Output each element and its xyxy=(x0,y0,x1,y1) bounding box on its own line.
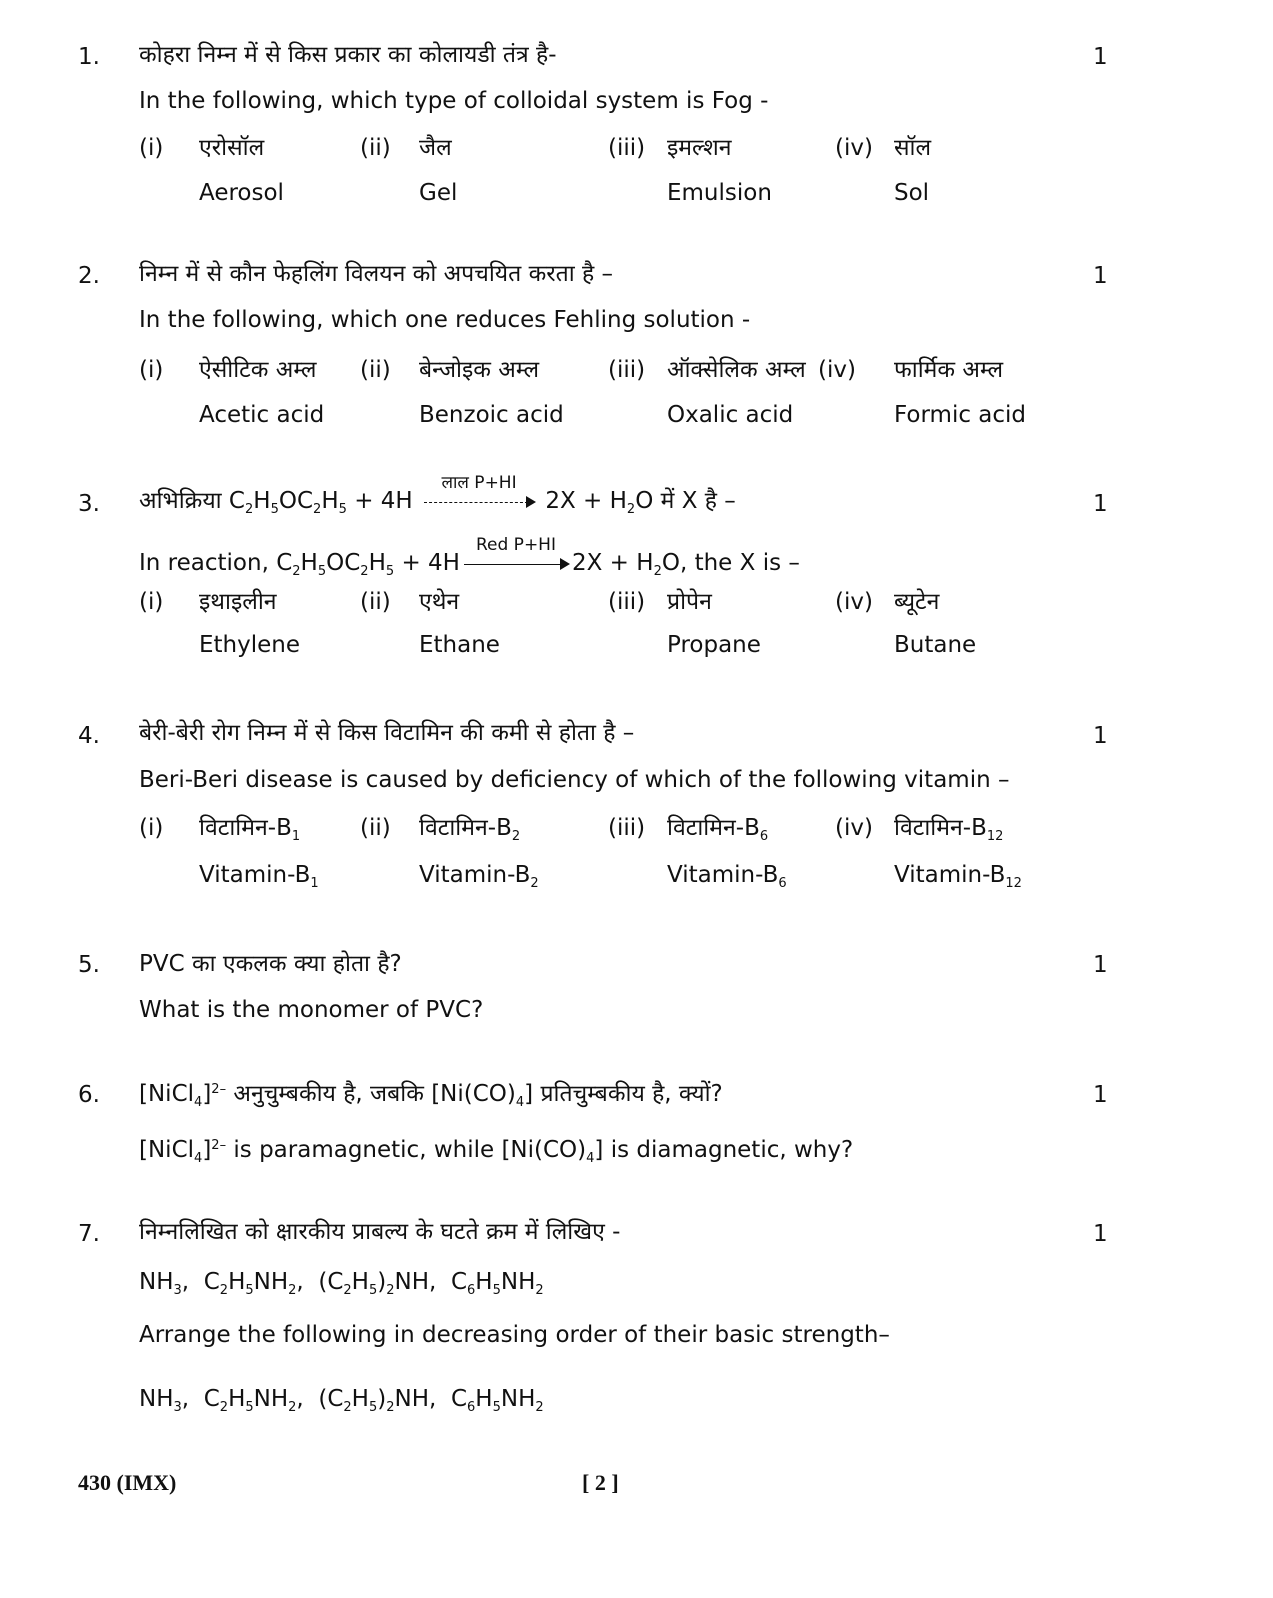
q4-opt-i-hi: $विटामिन-B_1$ xyxy=(199,815,301,844)
q1-opt-iii-en: Emulsion xyxy=(667,180,772,206)
q4-opt-iii-hi: $विटामिन-B_6$ xyxy=(667,815,769,844)
q6-hindi-line: [NiCl$_4$]$^{2-}$ अनुचुम्बकीय है, जबकि $[Ni(CO)_4]$ प्रतिचुम्बकीय है, क्यों? xyxy=(139,1081,723,1110)
q2-opt-ii-en: Benzoic acid xyxy=(419,402,564,428)
q6-number: 6. xyxy=(78,1082,100,1108)
q4-opt-iv-label: (iv) xyxy=(835,815,873,841)
q2-opt-iii-hi: ऑक्सेलिक अम्ल xyxy=(667,357,806,383)
q1-opt-ii-en: Gel xyxy=(419,180,458,206)
q1-opt-iii-hi: इमल्शन xyxy=(667,135,732,161)
q4-marks: 1 xyxy=(1093,723,1108,749)
q5-number: 5. xyxy=(78,952,100,978)
reaction-arrow xyxy=(420,473,538,516)
q2-opt-iv-label: (iv) xyxy=(818,357,856,383)
q2-opt-iii-label: (iii) xyxy=(608,357,646,383)
arrow-label: लाल P+HI xyxy=(441,473,517,493)
q2-opt-iv-en: Formic acid xyxy=(894,402,1027,428)
q3-number: 3. xyxy=(78,491,100,517)
q3-english-suffix: , the X is – xyxy=(679,550,800,576)
q7-hindi: निम्नलिखित को क्षारकीय प्राबल्य के घटते क्रम में लिखिए - xyxy=(139,1219,621,1245)
q1-english: In the following, which type of colloidal system is Fog - xyxy=(139,88,769,114)
q1-opt-iv-label: (iv) xyxy=(835,135,873,161)
q3-hindi-prefix: अभिक्रिया xyxy=(139,488,222,514)
q3-opt-i-label: (i) xyxy=(139,589,164,615)
q2-opt-i-label: (i) xyxy=(139,357,164,383)
q5-marks: 1 xyxy=(1093,952,1108,978)
q1-opt-ii-label: (ii) xyxy=(360,135,391,161)
q4-opt-i-en: Vitamin-$B_1$ xyxy=(199,862,319,891)
q1-opt-i-label: (i) xyxy=(139,135,164,161)
q4-opt-ii-label: (ii) xyxy=(360,815,391,841)
q1-opt-ii-hi: जैल xyxy=(419,135,452,161)
q2-marks: 1 xyxy=(1093,263,1108,289)
q4-opt-iii-label: (iii) xyxy=(608,815,646,841)
q3-opt-i-hi: इथाइलीन xyxy=(199,589,277,615)
q5-english: What is the monomer of PVC? xyxy=(139,997,484,1023)
q7-marks: 1 xyxy=(1093,1221,1108,1247)
q7-english: Arrange the following in decreasing order of their basic strength– xyxy=(139,1322,890,1348)
q2-english: In the following, which one reduces Fehling solution - xyxy=(139,307,751,333)
q2-opt-i-hi: ऐसीटिक अम्ल xyxy=(199,357,317,383)
q3-hindi-line: अभिक्रिया $C_2H_5OC_2H_5 + 4H$ लाल P+HI $2X + H_2O$ में X है – xyxy=(139,486,736,516)
q3-opt-i-en: Ethylene xyxy=(199,632,301,658)
q3-hindi-suffix: में X है – xyxy=(660,488,736,514)
q4-opt-i-label: (i) xyxy=(139,815,164,841)
q3-opt-iii-en: Propane xyxy=(667,632,761,658)
q7-compounds-english: $NH_3$, $C_2H_5NH_2$, $(C_2H_5)_2NH$, $C_6H_5NH_2$ xyxy=(139,1386,544,1415)
q3-opt-ii-hi: एथेन xyxy=(419,589,460,615)
q4-number: 4. xyxy=(78,723,100,749)
q2-opt-ii-hi: बेन्जोइक अम्ल xyxy=(419,357,540,383)
q3-opt-iii-label: (iii) xyxy=(608,589,646,615)
q1-opt-iv-hi: सॉल xyxy=(894,135,932,161)
q4-opt-iii-en: Vitamin-$B_6$ xyxy=(667,862,787,891)
q2-number: 2. xyxy=(78,263,100,289)
q3-opt-iv-en: Butane xyxy=(894,632,977,658)
q1-opt-iii-label: (iii) xyxy=(608,135,646,161)
q1-hindi: कोहरा निम्न में से किस प्रकार का कोलायडी तंत्र है- xyxy=(139,42,557,68)
page-number: [ 2 ] xyxy=(582,1470,619,1495)
q4-opt-iv-en: Vitamin-$B_{12}$ xyxy=(894,862,1022,891)
q3-english-prefix: In reaction, xyxy=(139,550,269,576)
q3-marks: 1 xyxy=(1093,491,1108,517)
q5-hindi: PVC का एकलक क्या होता है? xyxy=(139,951,402,977)
q3-opt-ii-label: (ii) xyxy=(360,589,391,615)
q2-opt-iii-en: Oxalic acid xyxy=(667,402,794,428)
q4-opt-iv-hi: $विटामिन-B_{12}$ xyxy=(894,815,1004,844)
q1-opt-i-hi: एरोसॉल xyxy=(199,135,265,161)
q2-opt-i-en: Acetic acid xyxy=(199,402,325,428)
q4-english: Beri-Beri disease is caused by deficiency of which of the following vitamin – xyxy=(139,767,1010,793)
q3-opt-iv-label: (iv) xyxy=(835,589,873,615)
q1-marks: 1 xyxy=(1093,44,1108,70)
q4-hindi: बेरी-बेरी रोग निम्न में से किस विटामिन की कमी से होता है – xyxy=(139,720,635,746)
arrow-label: Red P+HI xyxy=(475,535,556,555)
q7-number: 7. xyxy=(78,1221,100,1247)
q2-hindi: निम्न में से कौन फेहलिंग विलयन को अपचयित करता है – xyxy=(139,261,614,287)
q3-opt-ii-en: Ethane xyxy=(419,632,500,658)
q6-english-line: [NiCl$_4$]$^{2-}$ is paramagnetic, while $[Ni(CO)_4]$ is diamagnetic, why? xyxy=(139,1137,854,1166)
q2-opt-ii-label: (ii) xyxy=(360,357,391,383)
q7-compounds-hindi: $NH_3$, $C_2H_5NH_2$, $(C_2H_5)_2NH$, $C_6H_5NH_2$ xyxy=(139,1269,544,1298)
paper-code: 430 (IMX) xyxy=(78,1470,177,1495)
q3-opt-iii-hi: प्रोपेन xyxy=(667,589,712,615)
q4-opt-ii-en: Vitamin-$B_2$ xyxy=(419,862,539,891)
q1-opt-i-en: Aerosol xyxy=(199,180,284,206)
q1-opt-iv-en: Sol xyxy=(894,180,930,206)
q3-english-line: In reaction, $C_2H_5OC_2H_5 + 4H$ Red P+HI $2X + H_2O$, the X is – xyxy=(139,548,800,578)
q4-opt-ii-hi: $विटामिन-B_2$ xyxy=(419,815,521,844)
q2-opt-iv-hi: फार्मिक अम्ल xyxy=(894,357,1004,383)
q1-number: 1. xyxy=(78,44,100,70)
q3-opt-iv-hi: ब्यूटेन xyxy=(894,589,940,615)
q6-marks: 1 xyxy=(1093,1082,1108,1108)
reaction-arrow xyxy=(460,535,572,578)
